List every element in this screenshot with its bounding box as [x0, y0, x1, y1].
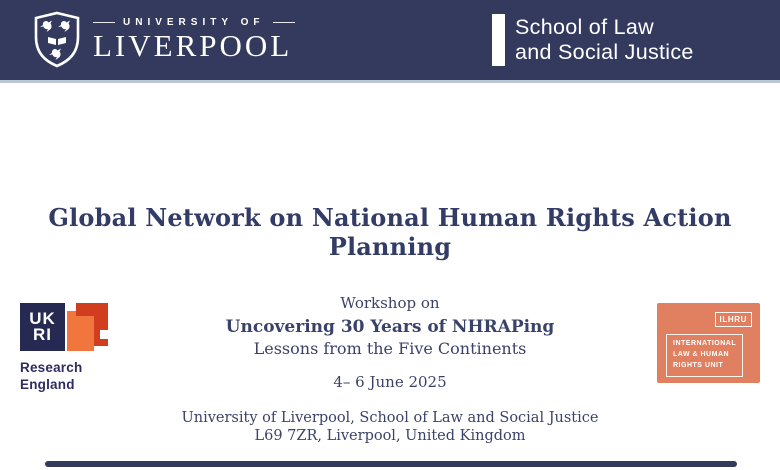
university-of-liverpool-logo — [34, 11, 295, 68]
wordmark-rule-left — [93, 22, 115, 23]
ilhru-acronym-badge: ILHRU — [715, 312, 752, 327]
ukri-research-england-logo — [20, 303, 120, 394]
venue-line2: L69 7ZR, Liverpool, United Kingdom — [254, 428, 526, 444]
ilhru-unit-name — [666, 334, 743, 377]
ilhru-name-line1: INTERNATIONAL — [673, 340, 737, 347]
research-england-line2: England — [20, 376, 75, 392]
workshop-intro: Workshop on — [340, 294, 440, 312]
school-name-line2: and Social Justice — [515, 40, 694, 64]
school-name-line1: School of Law — [515, 14, 654, 39]
ilhru-name-line2: LAW & HUMAN — [673, 350, 730, 358]
footer-bar — [45, 461, 737, 467]
ukri-acronym-bottom: RI — [33, 325, 52, 344]
wordmark-rule-right — [273, 22, 295, 23]
liverpool-crest-icon — [34, 11, 80, 68]
liverpool-text: LIVERPOOL — [93, 27, 293, 63]
header-band — [0, 0, 780, 83]
research-england-mark-icon — [67, 303, 108, 351]
ukri-mark-icon — [20, 303, 120, 351]
university-of-text: UNIVERSITY OF — [123, 16, 265, 28]
school-of-law-logo — [492, 14, 694, 66]
ilhru-logo — [657, 303, 760, 383]
event-dates: 4– 6 June 2025 — [333, 373, 447, 391]
research-england-line1: Research — [20, 360, 83, 375]
page-title: Global Network on National Human Rights Action Planning — [48, 203, 732, 261]
ukri-acronym-top: UK — [29, 309, 56, 329]
school-divider-bar — [492, 14, 505, 66]
ilhru-name-line3: RIGHTS UNIT — [673, 361, 724, 369]
venue-line1: University of Liverpool, School of Law and Social Justice — [181, 410, 599, 426]
event-subtitle: Lessons from the Five Continents — [253, 339, 527, 358]
event-name: Uncovering 30 Years of NHRAPing — [225, 317, 555, 337]
university-wordmark — [93, 17, 295, 63]
